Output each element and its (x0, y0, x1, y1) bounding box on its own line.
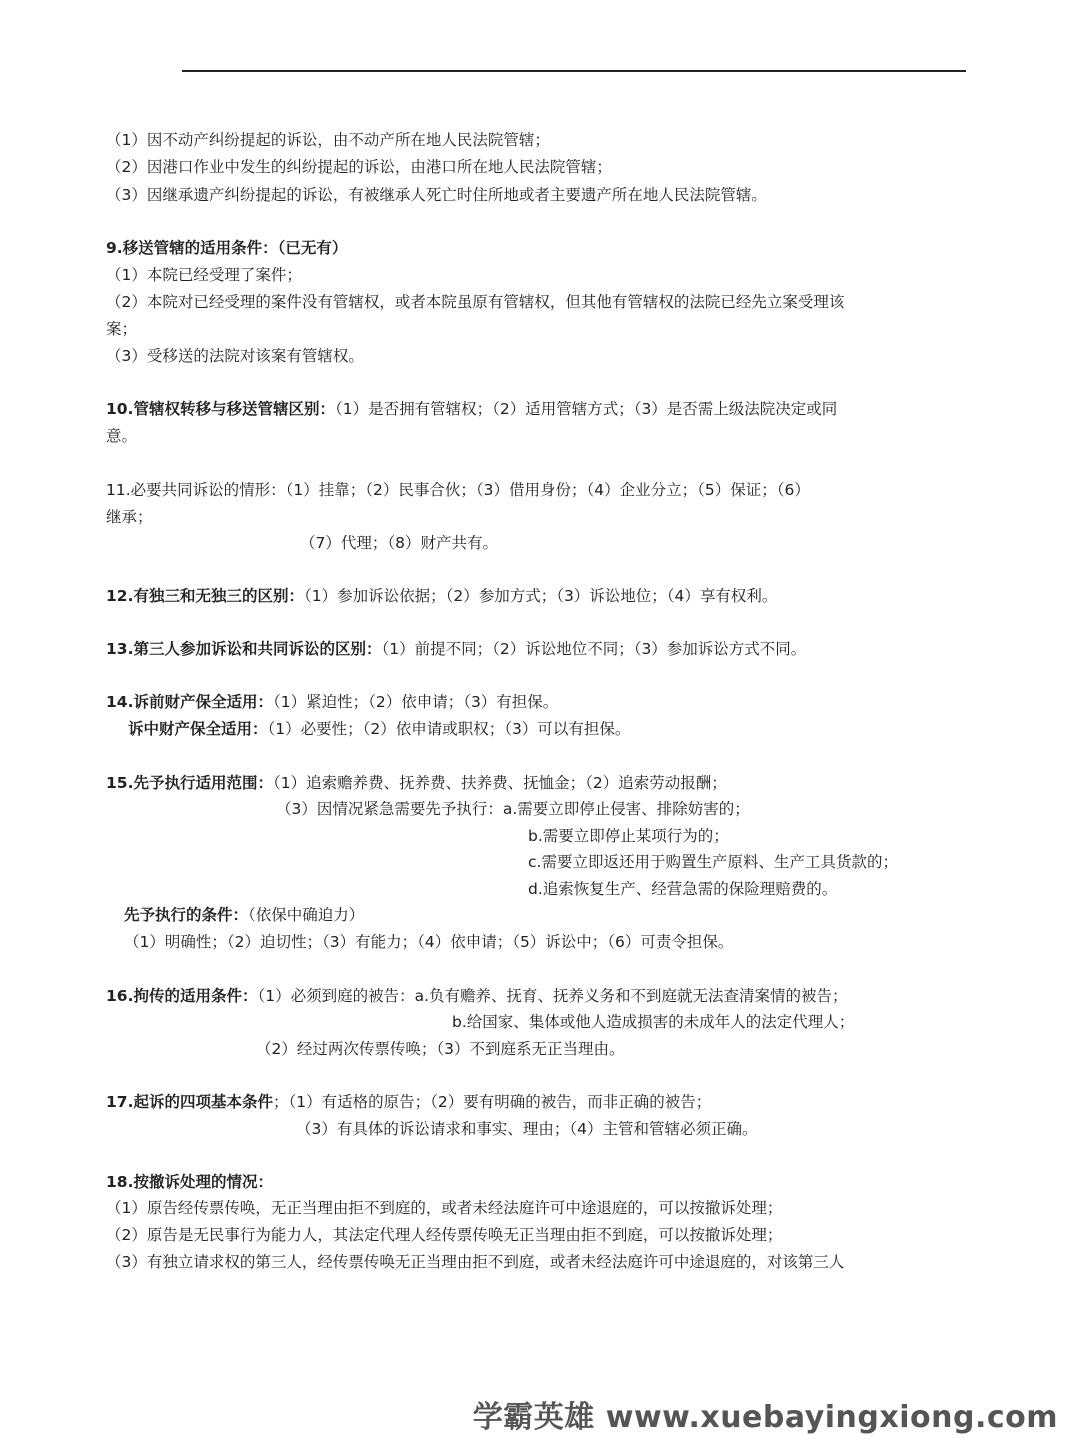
section-14-text2: （1）必要性；（2）依申请或职权；（3）可以有担保。 (267, 720, 631, 738)
section-14-line (106, 692, 558, 712)
section-15-heading: 15.先予执行适用范围： (106, 774, 273, 792)
section-15-cond-items: （1）明确性；（2）迫切性；（3）有能力；（4）依申请；（5）诉讼中；（6）可责令担保。 (124, 933, 734, 951)
section-14-heading2: 诉中财产保全适用： (128, 720, 268, 738)
section-12-text: （1）参加诉讼依据；（2）参加方式；（3）诉讼地位；（4）享有权利。 (303, 587, 778, 605)
section-9-heading: 9.移送管辖的适用条件：（已无有） (106, 239, 348, 257)
section-15-cond-line (124, 905, 364, 925)
section-18-heading: 18.按撤诉处理的情况： (106, 1173, 273, 1191)
section-15-cond-note: （依保中确迫力） (248, 906, 365, 924)
section-12-heading: 12.有独三和无独三的区别： (106, 587, 304, 605)
section-9-item-3: （3）受移送的法院对该案有管辖权。 (106, 347, 364, 365)
section-13-text: （1）前提不同；（2）诉讼地位不同；（3）参加诉讼方式不同。 (381, 640, 807, 658)
section-18-item-3: （3）有独立请求权的第三人，经传票传唤无正当理由拒不到庭，或者未经法庭许可中途退庭的，对该第三人 (106, 1253, 845, 1271)
section-14-line2 (128, 719, 630, 739)
section-17-line2: （3）有具体的诉讼请求和事实、理由；（4）主管和管辖必须正确。 (296, 1120, 758, 1138)
jurisdiction-item-2: （2）因港口作业中发生的纠纷提起的诉讼，由港口所在地人民法院管辖； (106, 158, 612, 176)
section-14-heading: 14.诉前财产保全适用： (106, 693, 273, 711)
section-13-heading: 13.第三人参加诉讼和共同诉讼的区别： (106, 640, 382, 658)
section-17-heading: 17.起诉的四项基本条件 (106, 1093, 273, 1111)
section-10-cont: 意。 (106, 427, 138, 445)
section-15-sub-c: c.需要立即返还用于购置生产原料、生产工具货款的； (528, 853, 898, 871)
section-15-text: （1）追索赡养费、抚养费、扶养费、抚恤金；（2）追索劳动报酬； (272, 774, 727, 792)
section-15-sub-d: d.追索恢复生产、经营急需的保险理赔费的。 (528, 880, 838, 898)
jurisdiction-item-1: （1）因不动产纠纷提起的诉讼，由不动产所在地人民法院管辖； (106, 131, 550, 149)
section-10-line (106, 399, 837, 419)
section-16-line (106, 986, 848, 1006)
section-11-cont2: （7）代理；（8）财产共有。 (300, 534, 498, 552)
section-18-item-1: （1）原告经传票传唤，无正当理由拒不到庭的，或者未经法庭许可中途退庭的，可以按撤诉处理； (106, 1199, 783, 1217)
section-9-item-1: （1）本院已经受理了案件； (106, 266, 302, 284)
jurisdiction-item-3: （3）因继承遗产纠纷提起的诉讼，有被继承人死亡时住所地或者主要遗产所在地人民法院管辖。 (106, 186, 767, 204)
section-17-line (106, 1092, 711, 1112)
section-15-cond-heading: 先予执行的条件： (124, 906, 249, 924)
section-11-heading: 11.必要共同诉讼的情形： (106, 481, 286, 499)
section-16-line3: （2）经过两次传票传唤；（3）不到庭系无正当理由。 (256, 1040, 625, 1058)
section-11-text: （1）挂靠；（2）民事合伙；（3）借用身份；（4）企业分立；（5）保证；（6） (285, 481, 810, 499)
section-15-line (106, 773, 727, 793)
section-11-cont: 继承； (106, 508, 153, 526)
section-15-sub-b: b.需要立即停止某项行为的； (528, 827, 729, 845)
section-12-line (106, 586, 777, 606)
section-17-text: ；（1）有适格的原告；（2）要有明确的被告，而非正确的被告； (272, 1093, 712, 1111)
section-18-item-2: （2）原告是无民事行为能力人，其法定代理人经传票传唤无正当理由拒不到庭，可以按撤诉处理； (106, 1226, 783, 1244)
section-9-item-2-cont: 案； (106, 320, 138, 338)
section-13-line (106, 639, 806, 659)
site-watermark: 学霸英雄 www.xuebayingxiong.com (472, 1400, 1058, 1435)
section-9-item-2: （2）本院对已经受理的案件没有管辖权，或者本院虽原有管辖权，但其他有管辖权的法院已经先立案受理该 (106, 293, 845, 311)
section-11-line (106, 480, 810, 500)
section-15-line2: （3）因情况紧急需要先予执行：a.需要立即停止侵害、排除妨害的； (276, 800, 750, 818)
section-14-text: （1）紧迫性；（2）依申请；（3）有担保。 (272, 693, 559, 711)
section-16-sub-b: b.给国家、集体或他人造成损害的未成年人的法定代理人； (452, 1013, 855, 1031)
section-16-heading: 16.拘传的适用条件： (106, 987, 258, 1005)
section-16-text: （1）必须到庭的被告：a.负有赡养、抚育、抚养义务和不到庭就无法查清案情的被告； (257, 987, 848, 1005)
section-10-heading: 10.管辖权转移与移送管辖区别： (106, 400, 335, 418)
section-10-text: （1）是否拥有管辖权；（2）适用管辖方式；（3）是否需上级法院决定或同 (334, 400, 838, 418)
